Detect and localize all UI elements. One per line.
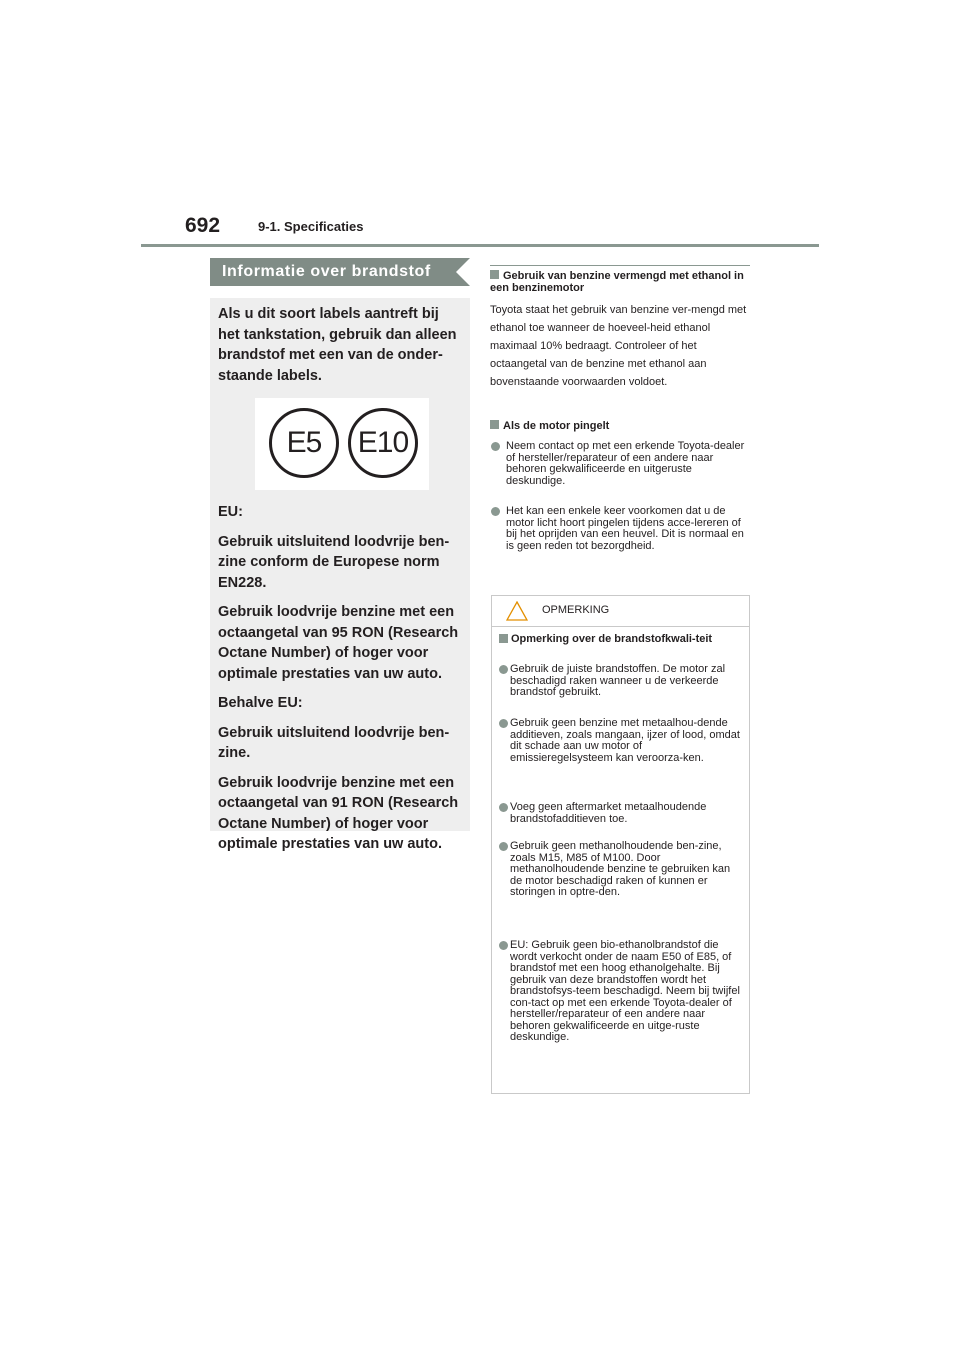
notice-bullet-text: Gebruik de juiste brandstoffen. De motor zal beschadigd raken wanneer u de verkeerde brandstof gebruikt. [510, 663, 726, 698]
notice-bullet-text: Gebruik geen benzine met metaalhou-dende additieven, zoals mangaan, ijzer of lood, omdat dit schade aan uw motor of emissieregelsysteem kan veroorza-ken. [510, 717, 740, 764]
non-eu-heading: Behalve EU: [218, 695, 303, 711]
notice-divider [492, 626, 749, 627]
ethanol-heading-text: Gebruik van benzine vermengd met ethanol in een benzinemotor [490, 270, 744, 294]
notice-bullet [499, 718, 744, 764]
eu-unleaded-text: Gebruik uitsluitend loodvrije ben-zine conform de Europese norm EN228. [218, 533, 450, 591]
notice-bullet-text: EU: Gebruik geen bio-ethanolbrandstof die wordt verkocht onder de naam E50 of E85, of brandstof met een hoog ethanolgehalte. Bij gebruik van deze brandstoffen wordt het brandstofsys-teem beschadigd. Neem bij twijfel con-tact op met een erkende Toyota-dealer of hersteller/reparateur of een andere naar behoren gekwalificeerde en uitge-ruste deskundige. [510, 939, 740, 1043]
notice-subheading [499, 633, 739, 645]
round-bullet-icon [499, 803, 508, 812]
warning-triangle-icon [506, 601, 528, 621]
round-bullet-icon [499, 941, 508, 950]
knock-bullet [490, 506, 750, 552]
knock-bullet [490, 441, 750, 487]
notice-bullet [499, 841, 744, 899]
notice-header [492, 596, 749, 626]
square-bullet-icon [490, 270, 499, 279]
ethanol-heading [490, 270, 745, 294]
notice-bullet [499, 664, 744, 699]
info-section-title: Informatie over brandstof [210, 258, 470, 286]
header-divider [141, 244, 819, 247]
notice-bullet-text: Voeg geen aftermarket metaalhoudende brandstofadditieven toe. [510, 801, 707, 825]
non-eu-octane-text: Gebruik loodvrije benzine met een octaangetal van 91 RON (Research Octane Number) of hoger voor optimale prestaties van uw auto. [218, 774, 459, 852]
non-eu-unleaded-text: Gebruik uitsluitend loodvrije ben-zine. [218, 724, 450, 761]
knock-bullet-text: Het kan een enkele keer voorkomen dat u de motor licht hoort pingelen tijdens acce-lereren of bij het oprijden van een heuvel. Dit is normaal en is geen reden tot bezorgdheid. [506, 505, 744, 552]
round-bullet-icon [491, 442, 500, 451]
notice-box [491, 595, 750, 1094]
knock-heading-text: Als de motor pingelt [503, 420, 610, 432]
round-bullet-icon [499, 665, 508, 674]
square-bullet-icon [499, 634, 508, 643]
e10-fuel-label: E10 [348, 408, 418, 478]
square-bullet-icon [490, 420, 499, 429]
page-number: 692 [185, 214, 221, 237]
subheading-divider [490, 265, 750, 266]
info-intro: Als u dit soort labels aantreft bij het tankstation, gebruik dan alleen brandstof met een van de onder-staande labels. [218, 306, 457, 384]
notice-subheading-text: Opmerking over de brandstofkwali-teit [511, 633, 713, 645]
ethanol-body: Toyota staat het gebruik van benzine ver-mengd met ethanol toe wanneer de hoeveel-heid ethanol maximaal 10% bedraagt. Controleer of het octaangetal van de benzine met ethanol aan bovenstaande voorwaarden voldoet. [490, 304, 747, 388]
e5-fuel-label: E5 [269, 408, 339, 478]
round-bullet-icon [491, 507, 500, 516]
notice-bullet [499, 940, 744, 1044]
section-title: 9-1. Specificaties [258, 219, 364, 234]
knock-heading [490, 420, 745, 432]
fuel-labels-image [255, 398, 429, 490]
fuel-info-box [210, 298, 470, 852]
knock-bullet-text: Neem contact op met een erkende Toyota-dealer of hersteller/reparateur of een andere naar behoren gekwalificeerde en uitgeruste deskundige. [506, 440, 745, 487]
notice-bullet-text: Gebruik geen methanolhoudende ben-zine, zoals M15, M85 of M100. Door methanolhoudende benzine te gebruiken kan de motor beschadigd raken of kunnen er storingen in optre-den. [510, 840, 731, 898]
title-bar-notch [456, 258, 470, 286]
notice-title: OPMERKING [542, 604, 610, 616]
notice-bullet [499, 802, 744, 825]
round-bullet-icon [499, 842, 508, 851]
round-bullet-icon [499, 719, 508, 728]
eu-octane-text: Gebruik loodvrije benzine met een octaangetal van 95 RON (Research Octane Number) of hoger voor optimale prestaties van uw auto. [218, 604, 459, 682]
eu-heading: EU: [218, 504, 243, 520]
